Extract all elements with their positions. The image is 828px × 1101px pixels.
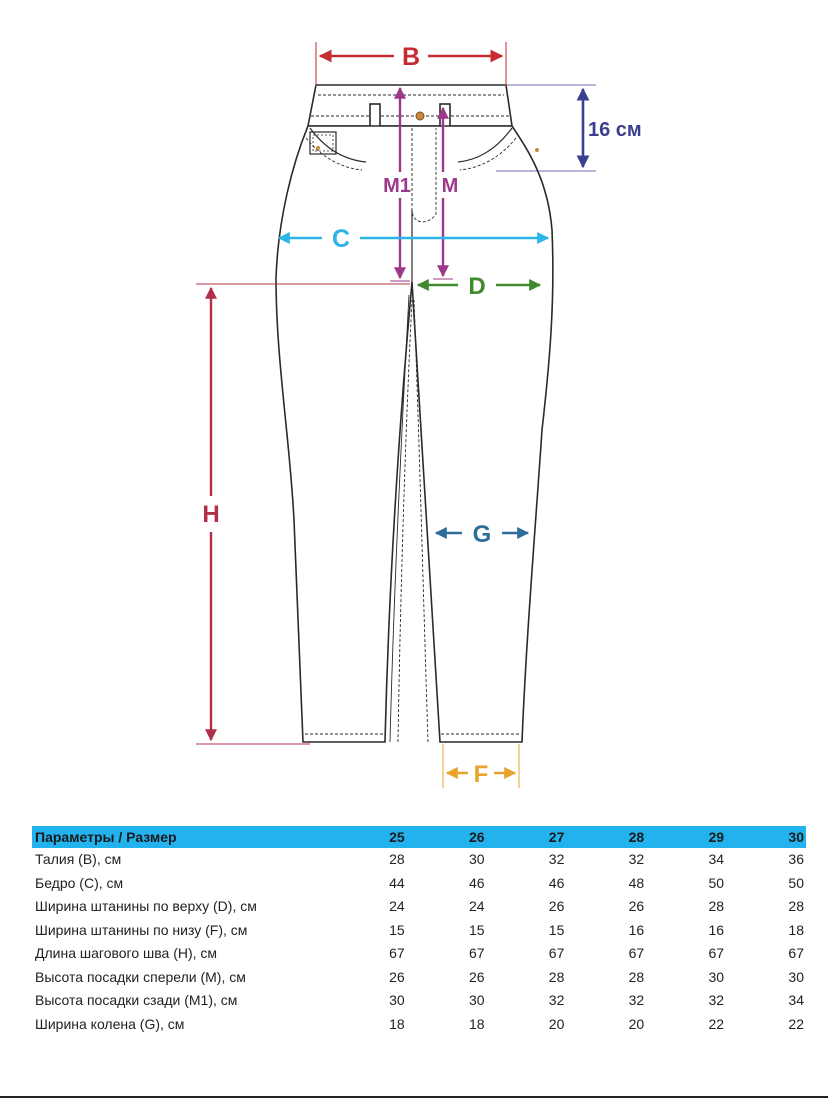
table-row bbox=[32, 895, 806, 919]
table-row bbox=[32, 966, 806, 990]
header-size-27: 27 bbox=[485, 826, 565, 848]
table-cell: 18 bbox=[389, 1015, 405, 1032]
header-size-25: 25 bbox=[325, 826, 405, 848]
row-label: Высота посадки сперели (M), см bbox=[35, 968, 246, 985]
table-cell: 44 bbox=[389, 874, 405, 891]
table-cell: 28 bbox=[708, 898, 725, 914]
table-cell: 67 bbox=[389, 945, 405, 961]
table-cell: 28 bbox=[628, 968, 645, 985]
table-cell: 32 bbox=[548, 992, 565, 1008]
label-thigh: D bbox=[468, 273, 486, 300]
table-cell: 30 bbox=[708, 968, 725, 985]
button bbox=[416, 112, 424, 120]
table-cell: 26 bbox=[389, 968, 405, 985]
table-cell: 67 bbox=[468, 945, 485, 961]
table-cell: 32 bbox=[708, 992, 725, 1008]
table-cell: 20 bbox=[548, 1015, 565, 1032]
table-cell: 30 bbox=[389, 992, 405, 1008]
label-front-rise: M bbox=[441, 175, 459, 197]
bottom-divider bbox=[0, 1096, 828, 1098]
table-cell: 36 bbox=[788, 851, 804, 867]
dimension-hem bbox=[443, 744, 519, 788]
table-cell: 24 bbox=[468, 898, 485, 914]
label-knee: G bbox=[472, 521, 492, 548]
table-cell: 28 bbox=[788, 898, 804, 914]
table-cell: 26 bbox=[468, 968, 485, 985]
label-hip: C bbox=[331, 225, 351, 253]
header-size-30: 30 bbox=[724, 826, 806, 848]
row-label: Длина шагового шва (H), см bbox=[35, 945, 218, 961]
table-cell: 32 bbox=[548, 851, 565, 867]
table-cell: 22 bbox=[708, 1015, 725, 1032]
label-hem: F bbox=[473, 761, 489, 788]
header-size-26: 26 bbox=[405, 826, 485, 848]
table-cell: 50 bbox=[708, 874, 725, 891]
table-row bbox=[32, 919, 806, 943]
table-cell: 67 bbox=[788, 945, 804, 961]
table-cell: 30 bbox=[788, 968, 804, 985]
table-cell: 32 bbox=[628, 851, 645, 867]
table-cell: 30 bbox=[468, 992, 485, 1008]
header-size-29: 29 bbox=[644, 826, 724, 848]
dimension-waist bbox=[316, 42, 506, 86]
table-cell: 34 bbox=[788, 992, 804, 1008]
table-cell: 16 bbox=[708, 921, 725, 938]
waistband bbox=[308, 85, 512, 126]
table-cell: 20 bbox=[628, 1015, 645, 1032]
size-table-header bbox=[32, 826, 806, 848]
table-cell: 67 bbox=[548, 945, 565, 961]
table-cell: 67 bbox=[628, 945, 645, 961]
row-label: Ширина штанины по низу (F), см bbox=[35, 921, 248, 938]
header-size-28: 28 bbox=[564, 826, 644, 848]
row-label: Талия (B), см bbox=[35, 851, 122, 867]
table-cell: 26 bbox=[548, 898, 565, 914]
table-row bbox=[32, 848, 806, 872]
table-cell: 48 bbox=[628, 874, 645, 891]
row-label: Ширина колена (G), см bbox=[35, 1015, 185, 1032]
table-cell: 15 bbox=[468, 921, 485, 938]
table-cell: 18 bbox=[468, 1015, 485, 1032]
table-row bbox=[32, 989, 806, 1013]
table-cell: 18 bbox=[788, 921, 804, 938]
table-cell: 24 bbox=[389, 898, 405, 914]
table-cell: 67 bbox=[708, 945, 725, 961]
table-row bbox=[32, 1013, 806, 1037]
label-rise-height: 16 см bbox=[588, 119, 642, 141]
table-cell: 28 bbox=[548, 968, 565, 985]
table-cell: 46 bbox=[468, 874, 485, 891]
table-cell: 28 bbox=[389, 851, 405, 867]
table-cell: 16 bbox=[628, 921, 645, 938]
table-row bbox=[32, 942, 806, 966]
label-waist: B bbox=[401, 43, 421, 71]
table-cell: 50 bbox=[788, 874, 804, 891]
table-cell: 15 bbox=[389, 921, 405, 938]
table-cell: 26 bbox=[628, 898, 645, 914]
label-inseam: H bbox=[202, 501, 220, 528]
table-cell: 34 bbox=[708, 851, 725, 867]
table-cell: 46 bbox=[548, 874, 565, 891]
table-cell: 15 bbox=[548, 921, 565, 938]
table-cell: 30 bbox=[468, 851, 485, 867]
row-label: Бедро (C), см bbox=[35, 874, 124, 891]
table-cell: 32 bbox=[628, 992, 645, 1008]
label-back-rise: M1 bbox=[383, 175, 411, 197]
table-row bbox=[32, 872, 806, 896]
size-table bbox=[32, 826, 806, 1036]
header-parameters: Параметры / Размер bbox=[32, 826, 325, 848]
table-cell: 22 bbox=[788, 1015, 804, 1032]
row-label: Высота посадки сзади (M1), см bbox=[35, 992, 238, 1008]
row-label: Ширина штанины по верху (D), см bbox=[35, 898, 257, 914]
jeans-drawing bbox=[276, 85, 553, 742]
